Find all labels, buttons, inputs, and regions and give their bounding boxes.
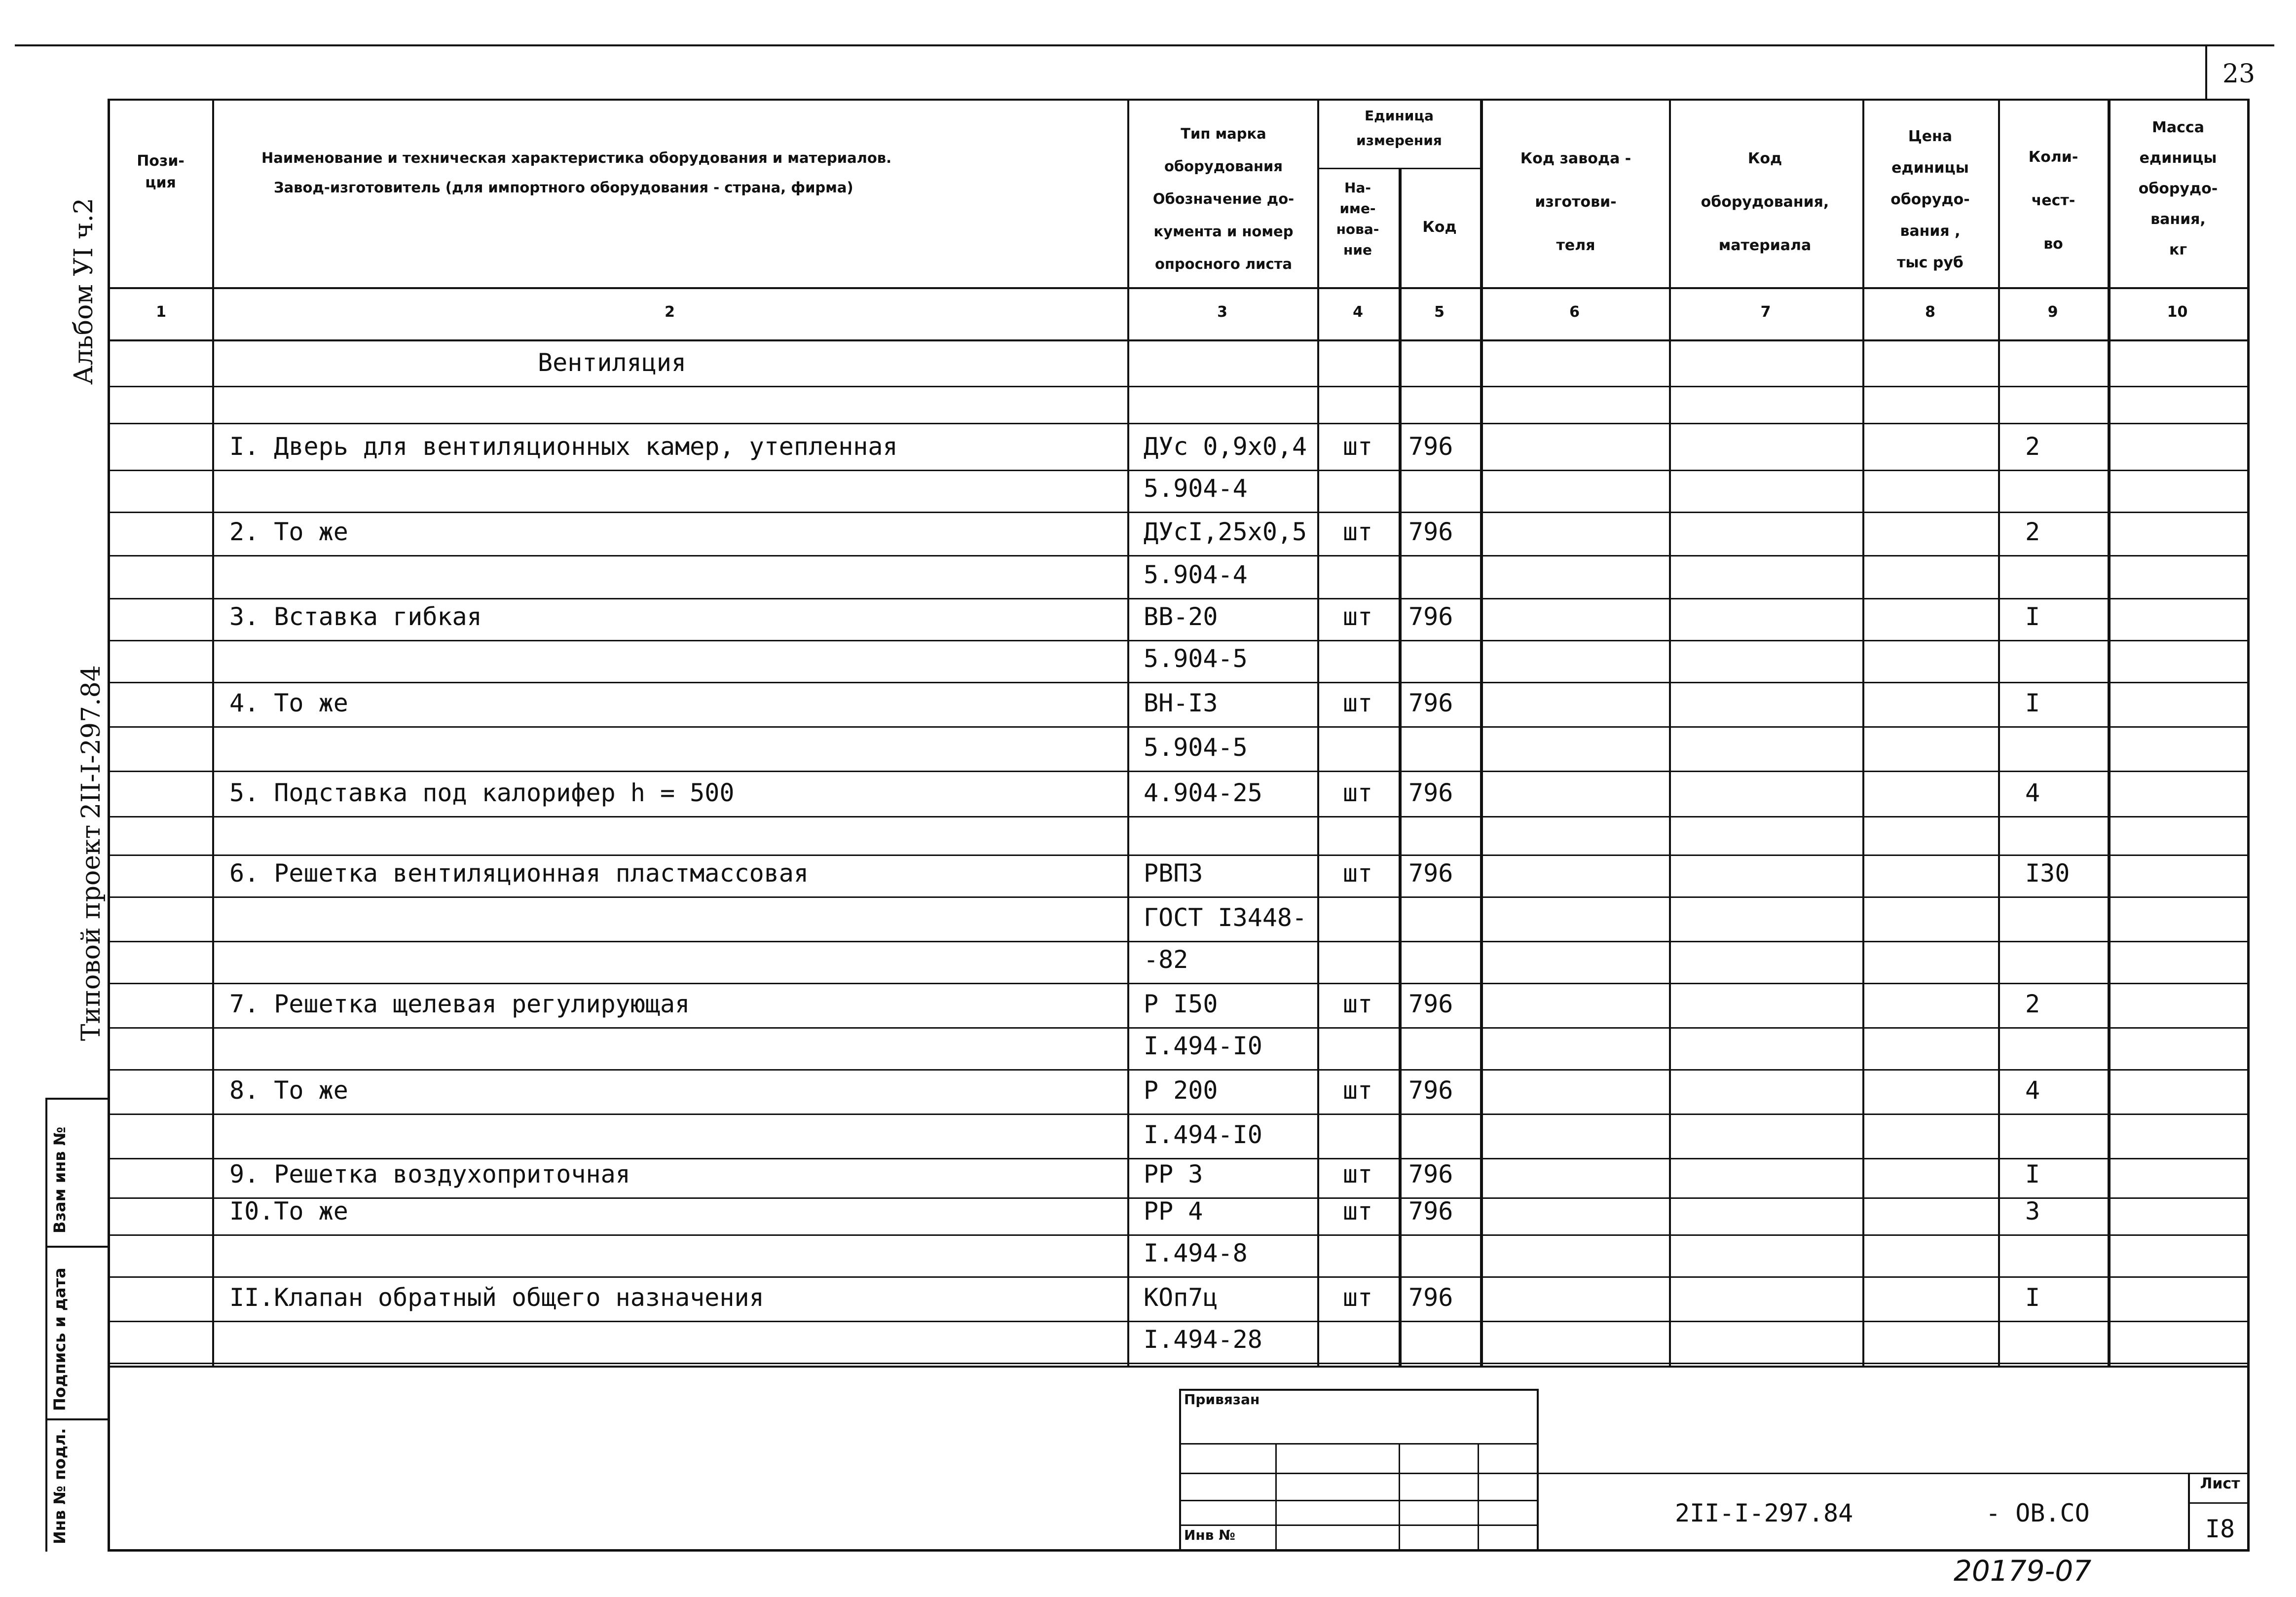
row-type: ДУсI,25х0,5 xyxy=(1144,518,1307,546)
row-name: 9. Решетка воздухоприточная xyxy=(229,1160,630,1188)
row-code: 796 xyxy=(1408,689,1453,717)
row-type: I.494-I0 xyxy=(1144,1120,1262,1149)
column-number: 8 xyxy=(1925,303,1935,321)
row-type: Р I50 xyxy=(1144,990,1218,1018)
row-unit: шт xyxy=(1342,779,1373,807)
row-code: 796 xyxy=(1408,990,1453,1018)
row-unit: шт xyxy=(1342,1160,1373,1188)
column-number: 6 xyxy=(1569,303,1580,321)
row-code: 796 xyxy=(1408,432,1453,461)
sheet-label: Лист xyxy=(2200,1475,2240,1492)
column-divider xyxy=(212,99,214,1367)
row-divider xyxy=(108,941,2250,942)
row-type: ДУс 0,9х0,4 xyxy=(1144,432,1307,461)
row-qty: I xyxy=(2025,1283,2040,1312)
row-divider xyxy=(108,896,2250,898)
stamp-label-inv: Инв № подл. xyxy=(50,1428,69,1544)
row-name: Вентиляция xyxy=(538,348,687,377)
row-name: 4. То же xyxy=(229,689,348,717)
row-unit: шт xyxy=(1342,1197,1373,1226)
row-divider xyxy=(108,1363,2250,1364)
row-code: 796 xyxy=(1408,1076,1453,1105)
row-divider xyxy=(108,1276,2250,1278)
header-col5: Код xyxy=(1422,219,1457,236)
header-col9: Коли- чест- во xyxy=(2028,149,2078,253)
privyazan-label: Привязан xyxy=(1184,1391,1260,1408)
row-type: 5.904-4 xyxy=(1144,560,1248,589)
row-code: 796 xyxy=(1408,859,1453,888)
column-number: 2 xyxy=(665,303,675,321)
row-type: Р 200 xyxy=(1144,1076,1218,1105)
row-type: РР 3 xyxy=(1144,1160,1203,1188)
sheet-number: I8 xyxy=(2205,1515,2235,1543)
album-label: Альбом УI ч.2 xyxy=(69,198,99,385)
row-divider xyxy=(108,983,2250,984)
row-type: 5.904-5 xyxy=(1144,733,1248,762)
row-code: 796 xyxy=(1408,1197,1453,1226)
row-qty: 4 xyxy=(2025,779,2040,807)
column-divider xyxy=(2108,99,2111,1367)
column-number: 3 xyxy=(1217,303,1227,321)
row-type: КОп7ц xyxy=(1144,1283,1218,1312)
row-type: -82 xyxy=(1144,945,1188,974)
stamp-number: 20179-07 xyxy=(1954,1554,2092,1588)
row-qty: I xyxy=(2025,602,2040,631)
row-divider xyxy=(108,816,2250,817)
row-divider xyxy=(108,640,2250,641)
header-col7: Код оборудования, материала xyxy=(1701,150,1829,254)
row-unit: шт xyxy=(1342,602,1373,631)
column-divider xyxy=(1399,168,1402,1367)
header-unit-group: Единица измерения xyxy=(1356,108,1442,149)
row-unit: шт xyxy=(1342,689,1373,717)
row-code: 796 xyxy=(1408,779,1453,807)
row-qty: 4 xyxy=(2025,1076,2040,1105)
row-code: 796 xyxy=(1408,518,1453,546)
stamp-label-vzam: Взам инв № xyxy=(50,1126,69,1233)
column-number: 10 xyxy=(2167,303,2188,321)
column-divider xyxy=(1862,99,1864,1367)
row-type: I.494-28 xyxy=(1144,1325,1262,1354)
row-divider xyxy=(108,512,2250,513)
row-name: I. Дверь для вентиляционных камер, утепленная xyxy=(229,432,898,461)
row-name: 6. Решетка вентиляционная пластмассовая xyxy=(229,859,809,888)
row-unit: шт xyxy=(1342,1076,1373,1105)
row-name: 3. Вставка гибкая xyxy=(229,602,482,631)
column-divider xyxy=(1127,99,1129,1367)
row-type: РР 4 xyxy=(1144,1197,1203,1226)
header-col6: Код завода - изготови- теля xyxy=(1520,150,1631,254)
row-code: 796 xyxy=(1408,602,1453,631)
row-type: I.494-I0 xyxy=(1144,1032,1262,1060)
row-type: 5.904-5 xyxy=(1144,644,1248,673)
column-number: 1 xyxy=(156,303,166,321)
row-name: I0.То же xyxy=(229,1197,348,1226)
header-col2: Наименование и техническая характеристика оборудования и материалов. Завод-изготовитель (для импортного оборудования - страна, фирма) xyxy=(261,149,892,196)
column-divider xyxy=(1669,99,1671,1367)
row-qty: I xyxy=(2025,689,2040,717)
row-code: 796 xyxy=(1408,1160,1453,1188)
row-divider xyxy=(108,598,2250,599)
row-type: 4.904-25 xyxy=(1144,779,1262,807)
row-qty: 2 xyxy=(2025,518,2040,546)
page-number: 23 xyxy=(2222,59,2256,89)
row-unit: шт xyxy=(1342,518,1373,546)
row-qty: I xyxy=(2025,1160,2040,1188)
row-qty: I30 xyxy=(2025,859,2070,888)
header-col3: Тип марка оборудования Обозначение до- кумента и номер опросного листа xyxy=(1152,125,1295,272)
row-divider xyxy=(108,423,2250,424)
row-unit: шт xyxy=(1342,990,1373,1018)
row-name: 5. Подставка под калорифер h = 500 xyxy=(229,779,735,807)
row-divider xyxy=(108,726,2250,728)
row-name: 2. То же xyxy=(229,518,348,546)
row-name: 8. То же xyxy=(229,1076,348,1105)
row-unit: шт xyxy=(1342,859,1373,888)
row-type: I.494-8 xyxy=(1144,1239,1248,1267)
row-unit: шт xyxy=(1342,1283,1373,1312)
doc-suffix: - ОВ.СО xyxy=(1986,1499,2090,1527)
header-col1: Пози- ция xyxy=(137,152,185,191)
project-code-label: 2II-I-297.84 xyxy=(76,665,106,819)
row-divider xyxy=(108,1114,2250,1115)
header-col8: Цена единицы оборудо- вания , тыс руб xyxy=(1890,128,1970,271)
header-col10: Масса единицы оборудо- вания, кг xyxy=(2138,119,2218,259)
row-divider xyxy=(108,1234,2250,1236)
row-qty: 3 xyxy=(2025,1197,2040,1226)
stamp-label-podpis: Подпись и дата xyxy=(50,1267,69,1411)
row-divider xyxy=(108,1321,2250,1322)
row-divider xyxy=(108,771,2250,772)
row-type: ГОСТ I3448- xyxy=(1144,903,1307,932)
row-code: 796 xyxy=(1408,1283,1453,1312)
column-number: 5 xyxy=(1434,303,1444,321)
row-divider xyxy=(108,1069,2250,1071)
column-divider xyxy=(1480,99,1483,1367)
row-unit: шт xyxy=(1342,432,1373,461)
row-name: 7. Решетка щелевая регулирующая xyxy=(229,990,690,1018)
row-divider xyxy=(108,854,2250,856)
row-type: ВН-I3 xyxy=(1144,689,1218,717)
row-qty: 2 xyxy=(2025,990,2040,1018)
row-type: РВП3 xyxy=(1144,859,1203,888)
row-qty: 2 xyxy=(2025,432,2040,461)
row-divider xyxy=(108,386,2250,387)
project-type-label: Типовой проект xyxy=(76,824,106,1041)
row-name: II.Клапан обратный общего назначения xyxy=(229,1283,764,1312)
column-number: 9 xyxy=(2047,303,2058,321)
row-type: 5.904-4 xyxy=(1144,474,1248,503)
row-type: ВВ-20 xyxy=(1144,602,1218,631)
row-divider xyxy=(108,682,2250,683)
row-divider xyxy=(108,555,2250,557)
row-divider xyxy=(108,470,2250,471)
column-divider xyxy=(1998,99,2000,1367)
row-divider xyxy=(108,1027,2250,1029)
header-col4: На- име- нова- ние xyxy=(1336,180,1379,258)
column-number: 7 xyxy=(1760,303,1771,321)
inv-no-label: Инв № xyxy=(1184,1527,1235,1543)
column-number: 4 xyxy=(1353,303,1363,321)
doc-code: 2II-I-297.84 xyxy=(1675,1499,1853,1527)
